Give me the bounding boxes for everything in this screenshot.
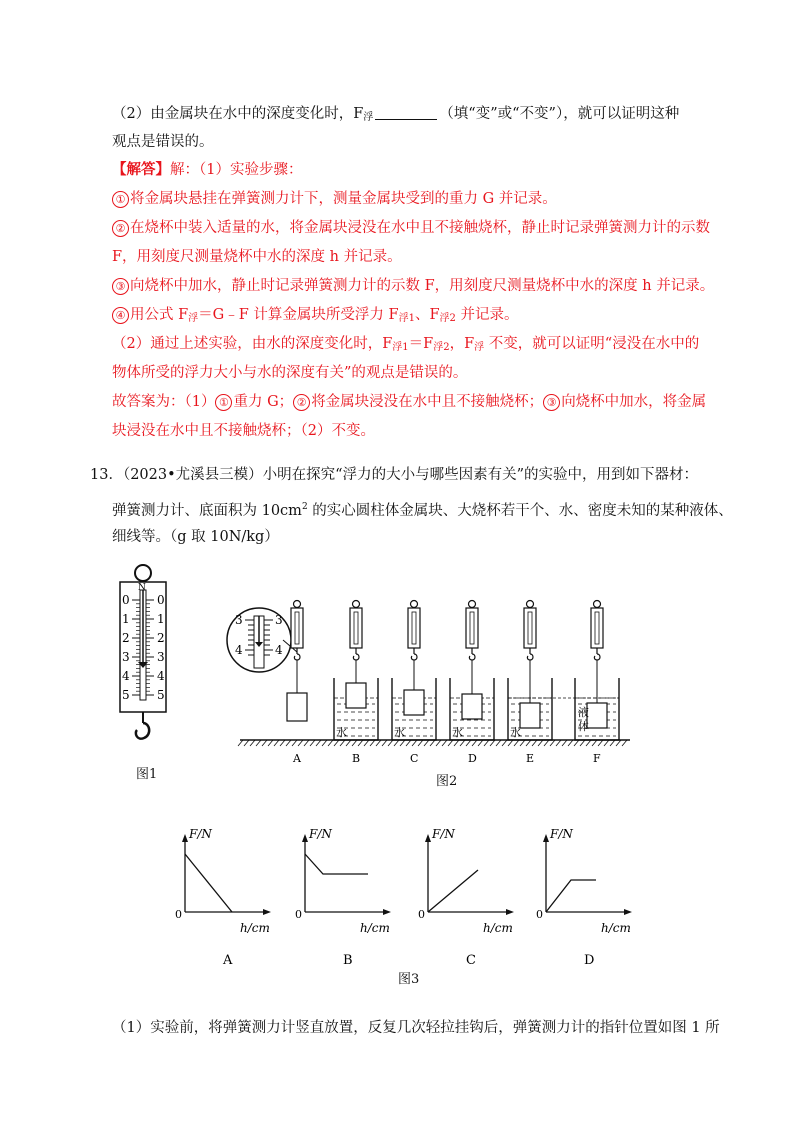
x-axis-arrow [506,909,514,915]
hatch-line [418,740,423,746]
figure-1-spring-scale [110,560,180,750]
zoom-tick-3-left: 3 [235,613,243,627]
graph-curve [546,880,596,912]
hatch-line [322,740,327,746]
answer-step-2b: F，用刻度尺测量烧杯中水的深度 h 并记录。 [112,249,402,265]
hatch-line [484,740,489,746]
x-axis-arrow [263,909,271,915]
hatch-line [238,740,243,746]
hatch-line [466,740,471,746]
hatch-line [394,740,399,746]
hatch-line [400,740,405,746]
figure-2-experiment [225,590,635,765]
mini-scale-ring [469,601,476,608]
x-axis-arrow [624,909,632,915]
hatch-line [532,740,537,746]
graph-curve [428,870,478,912]
hatch-line [334,740,339,746]
hatch-line [304,740,309,746]
hatch-line [496,740,501,746]
x-axis-label: h/cm [240,921,270,935]
hatch-line [478,740,483,746]
scale-ring [135,565,151,581]
hatch-line [598,740,603,746]
setup-label: F [593,752,601,765]
hatch-line [280,740,285,746]
water-label: 水 [394,726,405,739]
mini-scale-ring [411,601,418,608]
q12-line-1: （2）由金属块在水中的深度变化时，$F_浮$ （填“变”或“不变”），就可以证明这种 [112,106,680,123]
ground-hatching [238,740,627,746]
hatch-line [370,740,375,746]
hatch-line [442,740,447,746]
y-axis-label: F/N [432,827,455,841]
graph-a [175,827,271,968]
metal-block [520,703,540,728]
y-axis-arrow [543,834,549,842]
answer-part-2b: 物体所受的浮力大小与水的深度有关”的观点是错误的。 [112,365,468,381]
hatch-line [388,740,393,746]
mini-scale-hook [353,654,359,660]
scale-tick-label-left: 5 [122,688,130,702]
hatch-line [310,740,315,746]
scale-tick-label-right: 3 [157,650,165,664]
scale-tick-label-right: 2 [157,631,165,645]
hatch-line [412,740,417,746]
answer-step-3: ③ 向烧杯中加水，静止时记录弹簧测力计的示数 F，用刻度尺测量烧杯中水的深度 h 并记录。 [112,276,712,296]
hatch-line [562,740,567,746]
hatch-line [424,740,429,746]
hatch-line [508,740,513,746]
hatch-line [274,740,279,746]
mini-scale-hook [527,654,533,660]
hatch-line [292,740,297,746]
mini-scale-body [466,608,478,648]
hatch-line [520,740,525,746]
hatch-line [358,740,363,746]
y-axis-arrow [425,834,431,842]
origin-label: 0 [175,908,182,921]
figure-2-caption: 图2 [436,774,458,789]
hatch-line [502,740,507,746]
hatch-line [568,740,573,746]
answer-step-2a: ② 在烧杯中装入适量的水，将金属块浸没在水中且不接触烧杯，静止时记录弹簧测力计的示数 [112,218,712,238]
graph-b [295,827,391,968]
graph-d [536,827,632,968]
origin-label: 0 [418,908,425,921]
hatch-line [250,740,255,746]
hatch-line [610,740,615,746]
x-axis-label: h/cm [483,921,513,935]
scale-tick-label-right: 1 [157,612,165,626]
scale-tick-label-right: 5 [157,688,165,702]
hatch-line [616,740,621,746]
hatch-line [454,740,459,746]
hatch-line [376,740,381,746]
mini-scale-body [350,608,362,648]
q13-line-2: 弹簧测力计、底面积为 $10cm^2$ 的实心圆柱体金属块、大烧杯若干个、水、密度未知的某种液体、 [112,502,733,519]
figure-3-graphs [170,822,650,972]
hatch-line [556,740,561,746]
answer-step-4: ④ 用公式 $F_浮=G﹣F$ 计算金属块所受浮力 $F_{浮1}$、$F_{浮2}$ 并记录。 [112,305,712,329]
step-number-2: ② [112,220,129,237]
hatch-line [298,740,303,746]
liquid-label-2: 体 [578,720,589,733]
graph-curve [305,854,368,874]
x-axis-label: h/cm [601,921,631,935]
hatch-line [286,740,291,746]
answer-intro: 【解答】解：（1）实验步骤： [112,161,303,178]
y-axis-label: F/N [550,827,573,841]
hatch-line [460,740,465,746]
scale-tick-label-left: 4 [122,669,130,683]
water-label: 水 [336,726,347,739]
hatch-line [316,740,321,746]
mini-scale-ring [527,601,534,608]
mini-scale-body [591,608,603,648]
scale-tick-label-left: 0 [122,593,130,607]
graph-label: C [466,953,476,968]
hatch-line [592,740,597,746]
x-axis-arrow [383,909,391,915]
hatch-line [574,740,579,746]
scale-hook [136,723,149,739]
hatch-line [604,740,609,746]
mini-scale-body [524,608,536,648]
step-number-4: ④ [112,307,129,324]
mini-scale-hook [469,654,475,660]
origin-label: 0 [295,908,302,921]
liquid-label-1: 液 [578,706,589,719]
scale-tick-label-left: 2 [122,631,130,645]
setup-label: C [410,752,419,765]
mini-scale-ring [353,601,360,608]
y-axis-arrow [302,834,308,842]
answer-tag: 【解答】 [112,161,170,178]
graph-label: A [223,953,233,968]
hatch-line [472,740,477,746]
hatch-line [268,740,273,746]
hatch-line [544,740,549,746]
mini-scale-hook [294,654,300,660]
graph-c [418,827,514,968]
hatch-line [340,740,345,746]
answer-step-1: ① 将金属块悬挂在弹簧测力计下，测量金属块受到的重力 G 并记录。 [112,189,712,209]
hatch-line [430,740,435,746]
mini-scale-ring [594,601,601,608]
answer-part-2a: （2）通过上述实验，由水的深度变化时，$F_{浮1}=F_{浮2}$，$F_浮$ 不变，就可以证明“浸没在水中的 [112,336,700,353]
final-answer-b: 块浸没在水中且不接触烧杯；（2）不变。 [112,423,375,439]
hatch-line [550,740,555,746]
scale-unit: N [138,583,146,593]
mini-scale-hook [411,654,417,660]
setup-label: A [293,752,301,765]
scale-tick-label-left: 1 [122,612,130,626]
x-axis-label: h/cm [360,921,390,935]
setup-label: B [352,752,361,765]
q13-line-1: 13．（2023•尤溪县三模）小明在探究“浮力的大小与哪些因素有关”的实验中，用到如下器材： [90,467,698,483]
setup-label: E [526,752,535,765]
hatch-line [526,740,531,746]
hatch-line [538,740,543,746]
graph-label: B [343,953,353,968]
water-label: 水 [452,726,463,739]
hatch-line [328,740,333,746]
mini-scale-body [291,608,303,648]
metal-block [587,703,607,728]
q12-line-2: 观点是错误的。 [112,134,214,150]
hatch-line [490,740,495,746]
metal-block [462,694,482,719]
metal-block [346,683,366,708]
water-label: 水 [510,726,521,739]
hatch-line [436,740,441,746]
graph-curve [185,854,232,912]
answer-blank[interactable] [375,105,437,120]
mini-scale-hook [594,654,600,660]
figure-1-caption: 图1 [136,767,158,782]
y-axis-arrow [182,834,188,842]
metal-block [287,693,307,721]
origin-label: 0 [536,908,543,921]
hatch-line [622,740,627,746]
scale-tick-label-left: 3 [122,650,130,664]
scale-tick-label-right: 0 [157,593,165,607]
hatch-line [262,740,267,746]
hatch-line [406,740,411,746]
zoom-tick-3-right: 3 [275,613,283,627]
figure-3-caption: 图3 [398,972,420,987]
hatch-line [256,740,261,746]
q13-part-1-line: （1）实验前，将弹簧测力计竖直放置，反复几次轻拉挂钩后，弹簧测力计的指针位置如图 1 所 [112,1020,720,1036]
hatch-line [586,740,591,746]
hatch-line [346,740,351,746]
final-answer-a: 故答案为：（1） ① 重力 G； ② 将金属块浸没在水中且不接触烧杯； ③ 向烧杯中加水，将金属 [112,394,707,410]
zoom-tick-4-left: 4 [235,643,243,657]
scale-tick-label-right: 4 [157,669,165,683]
metal-block [404,690,424,715]
hatch-line [352,740,357,746]
hatch-line [244,740,249,746]
mini-scale-ring [294,601,301,608]
q13-line-3: 细线等。（g 取 10N/kg） [112,529,279,545]
hatch-line [448,740,453,746]
hatch-line [514,740,519,746]
hatch-line [364,740,369,746]
mini-scale-body [408,608,420,648]
y-axis-label: F/N [309,827,332,841]
y-axis-label: F/N [189,827,212,841]
graph-label: D [584,953,595,968]
step-number-3: ③ [112,278,129,295]
hatch-line [382,740,387,746]
step-number-1: ① [112,191,129,208]
hatch-line [580,740,585,746]
zoom-tick-4-right: 4 [275,643,283,657]
setup-label: D [468,752,477,765]
